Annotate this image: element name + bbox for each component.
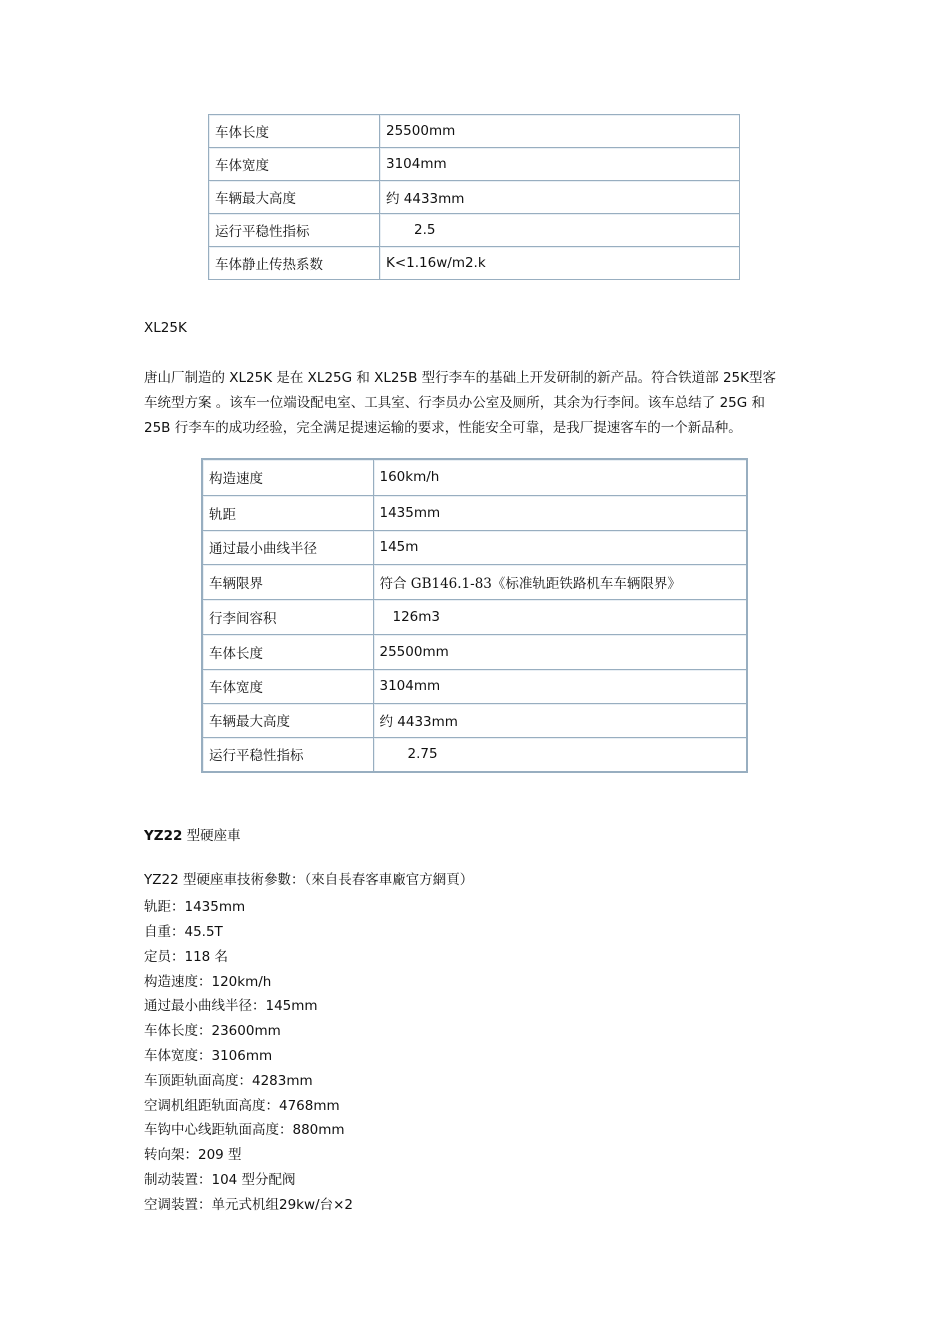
table-cell-key: 车体静止传热系数 — [209, 247, 380, 280]
section-heading-yz22 — [144, 824, 241, 844]
table-row — [209, 148, 740, 181]
xl25k-paragraph — [144, 366, 824, 441]
table-cell-value: 符合 GB146.1-83《标准轨距铁路机车车辆限界》 — [373, 564, 747, 599]
table-cell-value: K<1.16w/m2.k — [380, 247, 740, 280]
table-cell-value: 3104mm — [380, 148, 740, 181]
table-cell-value: 3104mm — [373, 669, 747, 703]
table-cell-value: 160km/h — [373, 459, 747, 495]
table-cell-value: 2.5 — [380, 214, 740, 247]
table-cell-key: 构造速度 — [202, 459, 373, 495]
table-cell-key: 通过最小曲线半径 — [202, 530, 373, 564]
table-row — [209, 247, 740, 280]
table-row — [202, 634, 747, 669]
table-row — [202, 599, 747, 634]
table-cell-key: 车辆最大高度 — [202, 703, 373, 737]
table-cell-key: 行李间容积 — [202, 599, 373, 634]
spec-line: 通过最小曲线半径：145mm — [144, 998, 318, 1014]
table-row — [202, 669, 747, 703]
table-cell-key: 运行平稳性指标 — [209, 214, 380, 247]
spec-table-1 — [208, 114, 740, 280]
paragraph-line: 唐山厂制造的 XL25K 是在 XL25G 和 XL25B 型行李车的基础上开发研制的新产品。符合铁道部 25K型客 — [144, 370, 776, 386]
table-cell-key: 运行平稳性指标 — [202, 737, 373, 772]
table-cell-key: 轨距 — [202, 495, 373, 530]
table-row — [209, 115, 740, 148]
table-cell-key: 车体宽度 — [202, 669, 373, 703]
spec-line: 制动装置：104 型分配阀 — [144, 1172, 296, 1188]
table-cell-value: 1435mm — [373, 495, 747, 530]
table-row — [209, 214, 740, 247]
table-cell-value: 约 4433mm — [380, 181, 740, 214]
table-cell-value: 126m3 — [373, 599, 747, 634]
spec-line: 车钩中心线距轨面高度：880mm — [144, 1122, 345, 1138]
table-row — [202, 459, 747, 495]
spec-line: 自重：45.5T — [144, 924, 223, 940]
table-row — [209, 181, 740, 214]
spec-line: 构造速度：120km/h — [144, 974, 272, 990]
table-cell-value: 约 4433mm — [373, 703, 747, 737]
yz22-intro: YZ22 型硬座車技術參數：（來自長春客車廠官方網頁） — [144, 872, 474, 888]
table-cell-key: 车体长度 — [209, 115, 380, 148]
table-row — [202, 495, 747, 530]
spec-table-2 — [201, 458, 748, 773]
table-row — [202, 530, 747, 564]
spec-line: 车顶距轨面高度：4283mm — [144, 1073, 313, 1089]
section-heading-xl25k: XL25K — [144, 320, 187, 336]
heading-suffix: 型硬座車 — [182, 828, 241, 844]
spec-line: 车体宽度：3106mm — [144, 1048, 273, 1064]
table-cell-key: 车辆限界 — [202, 564, 373, 599]
table-row — [202, 703, 747, 737]
table-row — [202, 737, 747, 772]
table-cell-value: 25500mm — [380, 115, 740, 148]
spec-line: 空调装置：单元式机组29kw/台×2 — [144, 1197, 353, 1213]
spec-line: 车体长度：23600mm — [144, 1023, 281, 1039]
table-cell-value: 145m — [373, 530, 747, 564]
table-cell-key: 车辆最大高度 — [209, 181, 380, 214]
spec-line: 定员：118 名 — [144, 949, 229, 965]
spec-line: 轨距：1435mm — [144, 899, 246, 915]
table-cell-key: 车体长度 — [202, 634, 373, 669]
spec-line: 空调机组距轨面高度：4768mm — [144, 1098, 340, 1114]
spec-line: 转向架：209 型 — [144, 1147, 242, 1163]
table-cell-key: 车体宽度 — [209, 148, 380, 181]
table-row — [202, 564, 747, 599]
heading-model: YZ22 — [144, 828, 183, 844]
paragraph-line: 车统型方案 。该车一位端设配电室、工具室、行李员办公室及厕所，其余为行李间。该车总结了 25G 和 — [144, 395, 766, 411]
table-cell-value: 2.75 — [373, 737, 747, 772]
paragraph-line: 25B 行李车的成功经验，完全满足提速运输的要求，性能安全可靠，是我厂提速客车的一个新品种。 — [144, 420, 742, 436]
table-cell-value: 25500mm — [373, 634, 747, 669]
